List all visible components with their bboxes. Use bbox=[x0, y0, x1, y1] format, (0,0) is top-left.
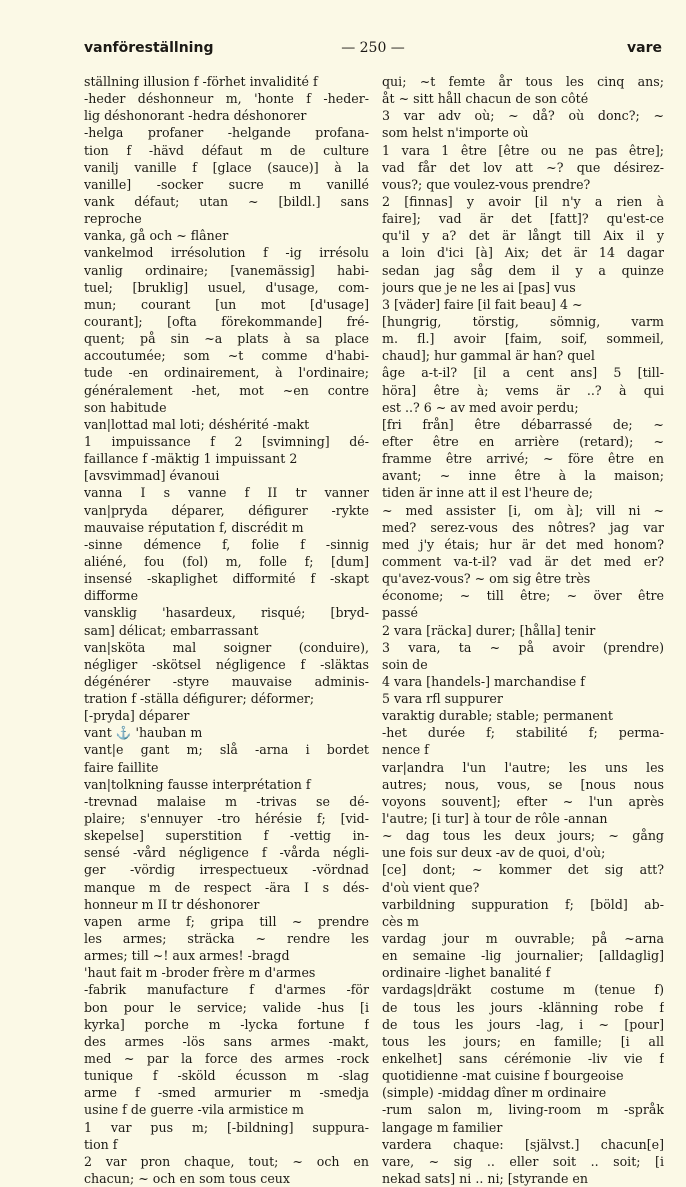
text-line: âge a-t-il? [il a cent ans] 5 [till- bbox=[382, 365, 664, 381]
text-line: accoutumée; som ~t comme d'habi- bbox=[84, 348, 369, 364]
text-line: armes; till ~! aux armes! -bragd bbox=[84, 948, 290, 964]
text-line: reproche bbox=[84, 211, 142, 227]
text-line: med ~ par la force des armes -rock bbox=[84, 1051, 369, 1067]
text-line: dégénérer -styre mauvaise adminis- bbox=[84, 673, 369, 689]
text-line: -helga profaner -helgande profana- bbox=[84, 125, 369, 141]
text-line: voyons souvent]; efter ~ l'un après bbox=[382, 793, 664, 809]
text-line: comment va-t-il? vad är det med er? bbox=[382, 553, 664, 569]
text-line: 2 vara [räcka] durer; [hålla] tenir bbox=[382, 622, 596, 638]
text-line: tuel; [bruklig] usuel, d'usage, com- bbox=[84, 279, 369, 295]
text-line: économe; ~ till être; ~ över être bbox=[382, 588, 664, 604]
text-line: chaud]; hur gammal är han? quel bbox=[382, 348, 595, 364]
text-line: [hungrig, törstig, sömnig, varm bbox=[382, 313, 664, 329]
text-line: 3 var adv où; ~ då? où donc?; ~ bbox=[382, 108, 664, 124]
text-line: vansklig 'hasardeux, risqué; [bryd- bbox=[84, 605, 369, 621]
header-left-guideword: vanföreställning bbox=[84, 40, 214, 56]
text-line: courant]; [ofta förekommande] fré- bbox=[84, 313, 369, 329]
text-line: ger -vördig irrespectueux -vördnad bbox=[84, 862, 369, 878]
text-line: en semaine -lig journalier; [alldaglig] bbox=[382, 948, 664, 964]
text-line: ~ med assister [i, om à]; vill ni ~ bbox=[382, 502, 664, 518]
text-line: vardera chaque: [självst.] chacun[e] bbox=[382, 1136, 664, 1152]
text-line: est ..? 6 ~ av med avoir perdu; bbox=[382, 399, 579, 415]
text-line: faire]; vad är det [fatt]? qu'est-ce bbox=[382, 211, 664, 227]
text-line: 'haut fait m -broder frère m d'armes bbox=[84, 965, 316, 981]
text-line: som helst n'importe où bbox=[382, 125, 529, 141]
text-line: m. fl.] avoir [faim, soif, sommeil, bbox=[382, 331, 664, 347]
text-line: soin de bbox=[382, 656, 428, 672]
text-line: difforme bbox=[84, 588, 139, 604]
text-line: faillance f -mäktig 1 impuissant 2 bbox=[84, 451, 298, 467]
text-line: manque m de respect -ära I s dés- bbox=[84, 879, 369, 895]
text-line: autres; nous, vous, se [nous nous bbox=[382, 776, 664, 792]
text-line: 1 impuissance f 2 [svimning] dé- bbox=[84, 433, 369, 449]
text-line: vanlig ordinaire; [vanemässig] habi- bbox=[84, 262, 369, 278]
text-line: langage m familier bbox=[382, 1119, 503, 1135]
text-line: med? serez-vous des nôtres? jag var bbox=[382, 519, 664, 535]
text-line: chacun; ~ och en som tous ceux bbox=[84, 1171, 290, 1186]
text-line: quotidienne -mat cuisine f bourgeoise bbox=[382, 1068, 624, 1084]
text-line: ~ dag tous les deux jours; ~ gång bbox=[382, 828, 664, 844]
text-line: -sinne démence f, folie f -sinnig bbox=[84, 536, 369, 552]
text-line: d'où vient que? bbox=[382, 879, 480, 895]
text-line: vant|e gant m; slå -arna i bordet bbox=[84, 742, 369, 758]
text-line: vapen arme f; gripa till ~ prendre bbox=[84, 913, 369, 929]
text-line: jours que je ne les ai [pas] vus bbox=[382, 279, 576, 295]
text-line: passé bbox=[382, 605, 418, 621]
text-line: -fabrik manufacture f d'armes -för bbox=[84, 982, 369, 998]
text-line: qu'il y a? det är långt till Aix il y bbox=[382, 228, 664, 244]
text-line: (simple) -middag dîner m ordinaire bbox=[382, 1085, 607, 1101]
text-line: quent; på sin ~a plats à sa place bbox=[84, 331, 369, 347]
text-line: lig déshonorant -hedra déshonorer bbox=[84, 108, 307, 124]
text-line: van|pryda déparer, défigurer -rykte bbox=[84, 502, 369, 518]
text-line: nence f bbox=[382, 742, 429, 758]
text-line: kyrka] porche m -lycka fortune f bbox=[84, 1016, 369, 1032]
text-line: mun; courant [un mot [d'usage] bbox=[84, 296, 369, 312]
text-line: des armes -lös sans armes -makt, bbox=[84, 1033, 369, 1049]
text-line: [ce] dont; ~ kommer det sig att? bbox=[382, 862, 664, 878]
text-line: tunique f -sköld écusson m -slag bbox=[84, 1068, 369, 1084]
text-line: vanna I s vanne f II tr vanner bbox=[84, 485, 369, 501]
text-line: une fois sur deux -av de quoi, d'où; bbox=[382, 845, 606, 861]
text-line: cès m bbox=[382, 913, 419, 929]
text-line: plaire; s'ennuyer -tro hérésie f; [vid- bbox=[84, 811, 369, 827]
text-line: 2 var pron chaque, tout; ~ och en bbox=[84, 1153, 369, 1169]
text-line: -rum salon m, living-room m -språk bbox=[382, 1102, 664, 1118]
text-line: usine f de guerre -vila armistice m bbox=[84, 1102, 304, 1118]
text-line: [-pryda] déparer bbox=[84, 708, 190, 724]
page-number: — 250 — bbox=[341, 40, 405, 56]
text-line: aliéné, fou (fol) m, folle f; [dum] bbox=[84, 553, 369, 569]
text-line: vanille] -socker sucre m vanillé bbox=[84, 176, 369, 192]
text-line: honneur m II tr déshonorer bbox=[84, 896, 260, 912]
text-line: var|andra l'un l'autre; les uns les bbox=[382, 759, 664, 775]
text-line: qui; ~t femte år tous les cinq ans; bbox=[382, 74, 664, 89]
text-line: vare, ~ sig .. eller soit .. soit; [i bbox=[382, 1153, 664, 1169]
text-line: vad får det lov att ~? que désirez- bbox=[382, 159, 664, 175]
text-line: åt ~ sitt håll chacun de son côté bbox=[382, 91, 589, 107]
text-line: [avsvimmad] évanoui bbox=[84, 468, 220, 484]
text-line: -heder déshonneur m, 'honte f -heder- bbox=[84, 91, 369, 107]
text-line: van|sköta mal soigner (conduire), bbox=[84, 639, 369, 655]
text-line: vardags|dräkt costume m (tenue f) bbox=[382, 982, 664, 998]
text-line: qu'avez-vous? ~ om sig être très bbox=[382, 571, 591, 587]
text-line: mauvaise réputation f, discrédit m bbox=[84, 519, 304, 535]
text-line: son habitude bbox=[84, 399, 167, 415]
text-line: [fri från] être débarrassé de; ~ bbox=[382, 416, 664, 432]
text-line: de tous les jours -klänning robe f bbox=[382, 999, 664, 1015]
text-line: 1 vara 1 être [être ou ne pas être]; bbox=[382, 142, 664, 158]
text-line: vankelmod irrésolution f -ig irrésolu bbox=[84, 245, 369, 261]
right-column bbox=[382, 73, 664, 1187]
text-line: tration f -ställa défigurer; déformer; bbox=[84, 691, 315, 707]
text-line: enkelhet] sans cérémonie -liv vie f bbox=[382, 1051, 664, 1067]
text-line: a loin d'ici [à] Aix; det är 14 dagar bbox=[382, 245, 664, 261]
text-line: skepelse] superstition f -vettig in- bbox=[84, 828, 369, 844]
text-line: vant ⚓ 'hauban m bbox=[84, 725, 203, 741]
text-line: framme être arrivé; ~ före être en bbox=[382, 451, 664, 467]
text-line: vanka, gå och ~ flâner bbox=[84, 228, 229, 244]
text-line: varbildning suppuration f; [böld] ab- bbox=[382, 896, 664, 912]
text-line: 5 vara rfl suppurer bbox=[382, 691, 503, 707]
text-line: 2 [finnas] y avoir [il n'y a rien à bbox=[382, 193, 664, 209]
text-line: faire faillite bbox=[84, 759, 159, 775]
text-line: van|lottad mal loti; déshérité -makt bbox=[84, 416, 310, 432]
text-line: tiden är inne att il est l'heure de; bbox=[382, 485, 594, 501]
text-line: sam] délicat; embarrassant bbox=[84, 622, 259, 638]
text-line: -trevnad malaise m -trivas se dé- bbox=[84, 793, 369, 809]
text-line: efter être en arrière (retard); ~ bbox=[382, 433, 664, 449]
text-line: ordinaire -lighet banalité f bbox=[382, 965, 551, 981]
text-line: bon pour le service; valide -hus [i bbox=[84, 999, 369, 1015]
text-line: 3 vara, ta ~ på avoir (prendre) bbox=[382, 639, 664, 655]
text-line: les armes; sträcka ~ rendre les bbox=[84, 931, 369, 947]
text-line: tude -en ordinairement, à l'ordinaire; bbox=[84, 365, 369, 381]
text-line: vanilj vanille f [glace (sauce)] à la bbox=[84, 159, 369, 175]
text-line: varaktig durable; stable; permanent bbox=[382, 708, 613, 724]
text-line: ställning illusion f -förhet invalidité f bbox=[84, 74, 318, 89]
text-line: med j'y étais; hur är det med honom? bbox=[382, 536, 664, 552]
text-line: nekad sats] ni .. ni; [styrande en bbox=[382, 1171, 588, 1186]
text-line: -het durée f; stabilité f; perma- bbox=[382, 725, 664, 741]
text-line: arme f -smed armurier m -smedja bbox=[84, 1085, 369, 1101]
text-line: tous les jours; en famille; [i all bbox=[382, 1033, 664, 1049]
left-column bbox=[84, 73, 369, 1187]
text-line: vank défaut; utan ~ [bildl.] sans bbox=[84, 193, 369, 209]
text-line: l'autre; [i tur] à tour de rôle -annan bbox=[382, 811, 608, 827]
text-line: généralement -het, mot ~en contre bbox=[84, 382, 369, 398]
text-line: sedan jag såg dem il y a quinze bbox=[382, 262, 664, 278]
text-line: vous?; que voulez-vous prendre? bbox=[382, 176, 591, 192]
page-header bbox=[84, 40, 662, 64]
text-line: tion f bbox=[84, 1136, 118, 1152]
text-line: 3 [väder] faire [il fait beau] 4 ~ bbox=[382, 296, 583, 312]
text-line: insensé -skaplighet difformité f -skapt bbox=[84, 571, 369, 587]
text-line: vardag jour m ouvrable; på ~arna bbox=[382, 931, 664, 947]
text-line: höra] être à; vems är ..? à qui bbox=[382, 382, 664, 398]
text-line: van|tolkning fausse interprétation f bbox=[84, 776, 311, 792]
text-line: 1 var pus m; [-bildning] suppura- bbox=[84, 1119, 369, 1135]
text-line: sensé -vård négligence f -vårda négli- bbox=[84, 845, 369, 861]
text-line: tion f -hävd défaut m de culture bbox=[84, 142, 369, 158]
text-line: négliger -skötsel négligence f -släktas bbox=[84, 656, 369, 672]
text-line: de tous les jours -lag, i ~ [pour] bbox=[382, 1016, 664, 1032]
header-right-guideword: vare bbox=[627, 40, 662, 56]
text-line: 4 vara [handels-] marchandise f bbox=[382, 673, 585, 689]
text-line: avant; ~ inne être à la maison; bbox=[382, 468, 664, 484]
